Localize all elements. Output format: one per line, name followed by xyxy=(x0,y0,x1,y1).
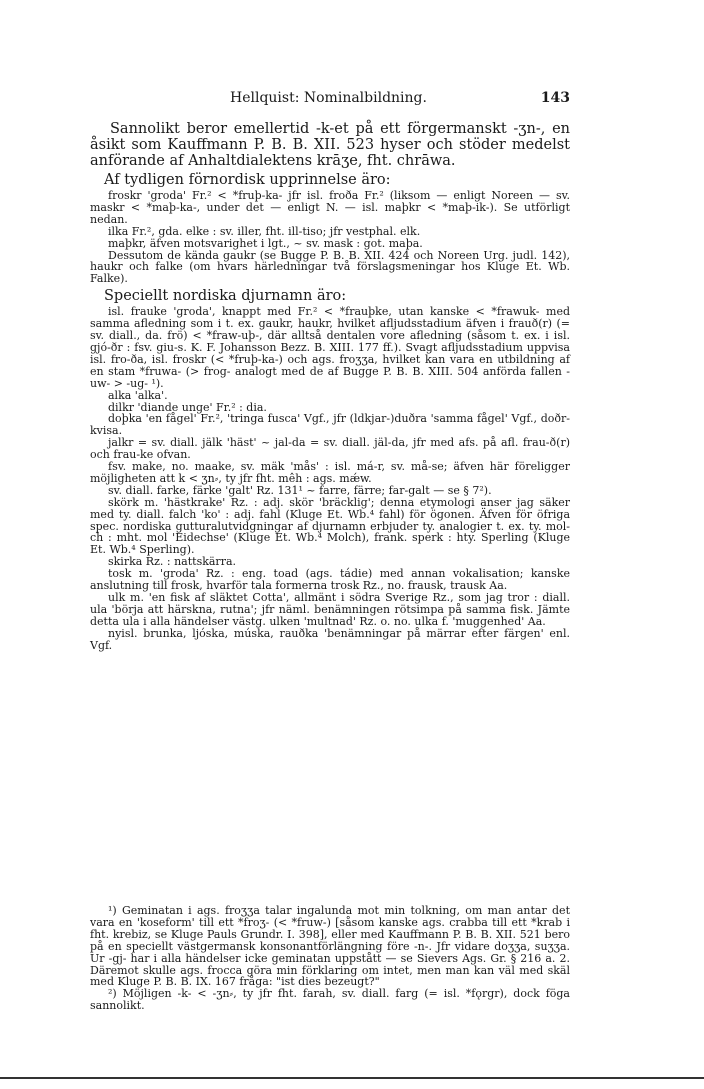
footnote-1: ¹) Geminatan i ags. froʒʒa talar ingalunda mot min tolkning, om man antar det vara en 'koseform' till ett *froʒ- (< *fruw-) [såsom kanske ags. crabba till ett *krab i fht. krebiz, se Kluge Pauls Grundr. I. 398], eller med Kauffmann P. B. B. XII. 521 bero på en speciellt västgermansk konsonantförlängning före -n-. Jfr vidare doʒʒa, suʒʒa. Ur -gj- har i alla händelser icke geminatan uppstått — se Sievers Ags. Gr. § 216 a. 2. Däremot skulle ags. frocca göra min förklaring om intet, men man kan väl med skäl med Kluge P. B. B. IX. 167 fråga: "ist dies bezeugt?" xyxy=(90,904,570,989)
entry: skirka Rz. : nattskärra. xyxy=(108,555,237,569)
entry: alka 'alka'. xyxy=(108,388,168,402)
entry: isl. frauke 'groda', knappt med Fr.² < *frauþke, utan kanske < *frawuk- med samma afledning som i t. ex. gaukr, haukr, hvilket afljudsstadium äfven i frauð(r) (= sv. diall., da. frö) < *fraw-uþ-, där alltså dentalen vore afledning (såsom t. ex. i isl. gjó-ðr : fsv. giu-s. K. F. Johansson Bezz. B. XIII. 177 ff.). Svagt afljudsstadium uppvisa isl. fro-ða, isl. froskr (< *fruþ-ka-) och ags. froʒʒa, hvilket kan vara en utbildning af en stam *fruwa- (> frog- analogt med de af Bugge P. B. B. XIII. 504 anförda fallen -uw- > -ug- ¹). xyxy=(90,305,570,390)
entry: jalkr = sv. diall. jälk 'häst' ~ jal-da = sv. diall. jäl-da, jfr med afs. på afl. frau-ð(r) och frau-ke ofvan. xyxy=(90,436,570,462)
section-heading: Speciellt nordiska djurnamn äro: xyxy=(104,288,347,305)
entry: fsv. make, no. maake, sv. mäk 'mås' : isl. má-r, sv. må-se; äfven här föreligger möjligheten att k < ʒn⸗, ty jfr fht. mêh : ags. mǽw. xyxy=(90,460,570,485)
page-number: 143 xyxy=(540,90,570,106)
entry: Dessutom de kända gaukr (se Bugge P. B. B. XII. 424 och Noreen Urg. judl. 142), haukr och falke (om hvars härledningar två förslagsmeningar hos Kluge Et. Wb. Falke). xyxy=(90,248,570,286)
entry: skörk m. 'hästkrake' Rz. : adj. skör 'bräcklig'; denna etymologi anser jag säker med ty. diall. falch 'ko' : adj. fahl (Kluge Et. Wb.⁴ fahl) för ögonen. Äfven för öfriga spec. nordiska gutturalutvidgningar af djurnamn erbjuder ty. analogier t. ex. ty. mol-ch : mht. mol 'Eidechse' (Kluge Et. Wb.⁴ Molch), frank. sperk : hty. Sperling (Kluge Et. Wb.⁴ Sperling). xyxy=(90,495,570,557)
section-heading: Af tydligen förnordisk upprinnelse äro: xyxy=(104,172,391,188)
entry: sv. diall. farke, färke 'galt' Rz. 131¹ ~ farre, färre; far-galt — se § 7²). xyxy=(108,483,492,497)
footnotes xyxy=(90,905,570,1012)
main-text xyxy=(90,121,570,652)
entry: froskr 'groda' Fr.² < *fruþ-ka- jfr isl. froða Fr.² (liksom — enligt Noreen — sv. maskr < *maþ-ka-, under det — enligt N. — isl. maþkr < *maþ-ik-). Se utförligt nedan. xyxy=(90,189,570,226)
entry: doþka 'en fågel' Fr.², 'tringa fusca' Vgf., jfr (ldkjar-)duðra 'samma fågel' Vgf., doðr-kvisa. xyxy=(90,412,570,438)
entry: tosk m. 'groda' Rz. : eng. toad (ags. tádie) med annan vokalisation; kanske anslutning till frosk, hvarför tala formerna trosk Rz., no. frausk, trausk Aa. xyxy=(90,567,570,593)
entry: ulk m. 'en fisk af släktet Cotta', allmänt i södra Sverige Rz., som jag tror : diall. ula 'börja att härskna, rutna'; jfr näml. benämningen rötsimpa på samma fisk. Jämte detta ula i alla händelser västg. ulken 'multnad' Rz. o. no. ulka f. 'muggenhed' Aa. xyxy=(90,591,570,628)
paragraph: Sannolikt beror emellertid -k-et på ett förgermanskt -ʒn-, en åsikt som Kauffmann P. B. B. XII. 523 hyser och stöder medelst anförande af Anhaltdialektens krāʒe, fht. chrāwa. xyxy=(90,121,570,169)
scan-edge-rule xyxy=(0,1077,704,1079)
footnote-2: ²) Möjligen -k- < -ʒn⸗, ty jfr fht. farah, sv. diall. farg (= isl. *fǫrgr), dock föga sannolikt. xyxy=(90,987,570,1013)
entry: nyisl. brunka, ljóska, múska, rauðka 'benämningar på märrar efter färgen' enl. Vgf. xyxy=(90,626,570,652)
entry: maþkr, äfven motsvarighet i lgt., ~ sv. mask : got. maþa. xyxy=(108,236,423,250)
running-title: Hellquist: Nominalbildning. xyxy=(230,90,427,106)
entry: ilka Fr.², gda. elke : sv. iller, fht. ill-tiso; jfr vestphal. elk. xyxy=(108,224,421,238)
entry: dilkr 'diande unge' Fr.² : dia. xyxy=(108,400,267,414)
